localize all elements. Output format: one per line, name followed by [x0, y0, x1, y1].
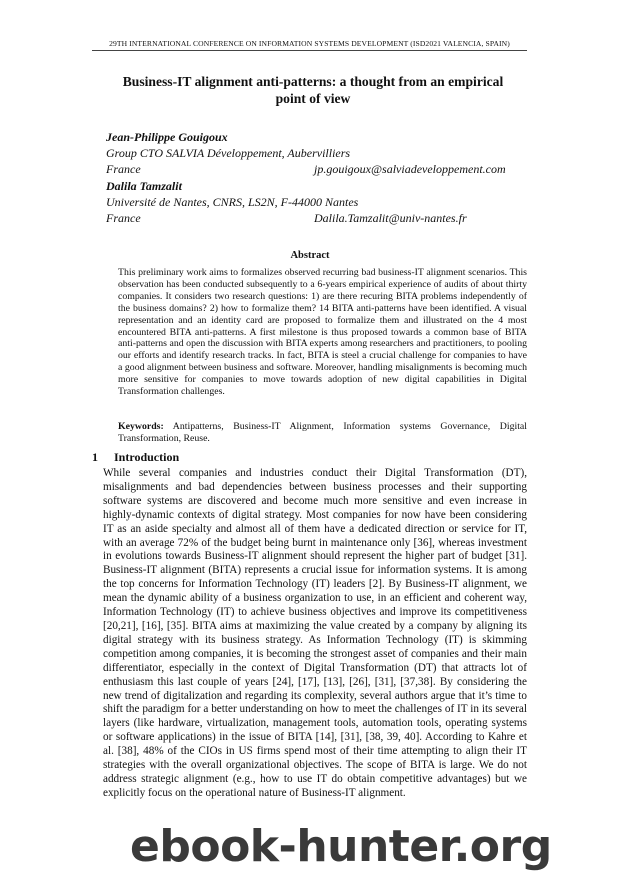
keywords-label: Keywords:: [118, 421, 164, 432]
section-title: Introduction: [114, 450, 180, 464]
abstract-heading: Abstract: [290, 250, 330, 261]
keywords: [118, 421, 527, 445]
section-number: 1: [92, 450, 98, 464]
author-contact-row: [106, 161, 526, 177]
author-affiliation: Université de Nantes, CNRS, LS2N, F-44000 Nantes: [106, 194, 359, 209]
paper-title: Business-IT alignment anti-patterns: a thought from an empirical point of view: [122, 74, 504, 106]
keywords-text: Antipatterns, Business-IT Alignment, Information systems Governance, Digital Transformation, Reuse.: [118, 421, 527, 444]
author-email[interactable]: jp.gouigoux@salviadeveloppement.com: [314, 162, 506, 177]
section-heading: [92, 450, 179, 465]
author-country: France: [106, 210, 141, 225]
author-name: Dalila Tamzalit: [106, 178, 182, 193]
watermark: ebook-hunter.org: [130, 823, 552, 871]
running-header: 29TH INTERNATIONAL CONFERENCE ON INFORMATION SYSTEMS DEVELOPMENT (ISD2021 VALENCIA, SPAIN): [109, 39, 510, 48]
author-affiliation: Group CTO SALVIA Développement, Aubervilliers: [106, 146, 351, 161]
author-block: [106, 129, 526, 226]
author-name: Jean-Philippe Gouigoux: [106, 130, 228, 144]
section-body: While several companies and industries conduct their Digital Transformation (DT), misalignments and bad dependencies between business processes and their supporting software systems are discovered and become much more sensitive and even increase in highly-dynamic contexts of digital strategy. Most companies for now have been considering IT as an aside specialty and almost all of them have a dedicated direction or service for IT, with an average 72% of the budget being burnt in maintenance only [36], whereas investment in evolutions towards Business-IT alignment should represent the higher part of budget [31]. Business-IT alignment (BITA) represents a crucial issue for information systems. It is among the top concerns for Information Technology (IT) leaders [2]. By Business-IT alignment, we mean the dynamic ability of a business organization to use, in an efficient and coherent way, Information Technology (IT) to achieve business objectives and improve its competitiveness [20,21], [16], [35]. BITA aims at maximizing the value created by a company by aligning its digital strategy with its business strategy. As Information Technology (IT) is skimming competition among companies, it is becoming the strongest asset of companies and their main differentiator, especially in the context of Digital Transformation (DT) that attracts lot of enthusiasm this last couple of years [24], [17], [13], [26], [31], [37,38]. By considering the new trend of digitalization and regarding its complexity, several authors argue that it’s time to shift the paradigm for a better understanding on how to meet the challenges of IT in its several layers (like hardware, virtualization, management tools, automation tools, operating systems or software applications) in the issue of BITA [14], [31], [38, 39, 40]. According to Kahre et al. [38], 48% of the CIOs in US firms spend most of their time attempting to align their IT strategies with the overall organizational objectives. The scope of BITA is large. We do not address strategic alignment (e.g., how to use IT do obtain competitive advantages) but we explicitly focus on the operational nature of Business-IT alignment.: [103, 467, 527, 799]
header-rule: [92, 50, 527, 51]
abstract-body: This preliminary work aims to formalizes observed recurring bad business-IT alignment scenarios. This observation has been conducted subsequently to a 6-years empirical experience of audits of about thirty companies. It considers two research questions: 1) are there recuring BITA problems independently of the business domains? 2) how to formalize them? 14 BITA anti-patterns have been identified. A visual representation and an identity card are proposed to formalize them and illustrated on the 4 most encountered BITA anti-patterns. A first milestone is thus proposed towards a common base of BITA anti-patterns and open the discussion with BITA experts among researchers and practitioners, to pooling our efforts and identify research tracks. In fact, BITA is steel a crucial challenge for companies to have a good alignment between business and software. Moreover, handling misalignments is becoming much more sensitive for companies to move towards adoption of new digital capabilities in Digital Transformation challenges.: [118, 267, 527, 398]
author-email[interactable]: Dalila.Tamzalit@univ-nantes.fr: [314, 210, 467, 225]
author-country: France: [106, 162, 141, 177]
author-contact-row: [106, 210, 526, 226]
